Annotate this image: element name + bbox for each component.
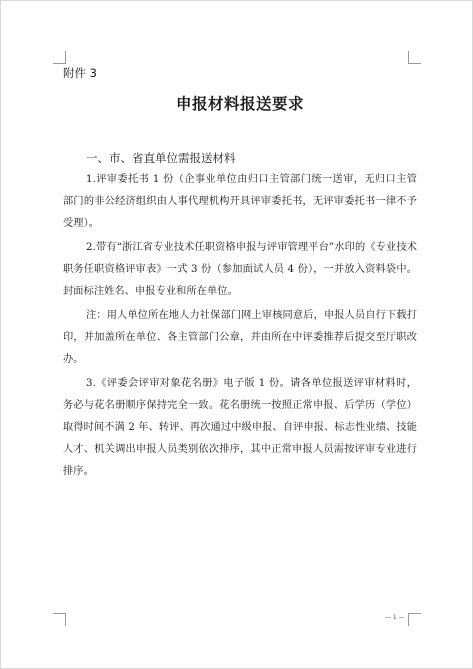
paragraph-note: 注：用人单位所在地人力社保部门网上审核同意后，申报人员自行下载打印，并加盖所在单位、各主管部门公章，并由所在中评委推荐后提交至厅职改办。 [63, 310, 417, 365]
paragraph-3: 3.《评委会评审对象花名册》电子版 1 份。请各单位报送评审材料时，务必与花名册顺序保持完全一致。花名册统一按照正常申报、后学历（学位）取得时间不满 2 年、转评、再次通过中级申报、自评申报、标志性业绩、技能人才、机关调出申报人员类别依次排序，其中正常申报人员需按评审专业进行排序。 [63, 378, 417, 477]
document-body [63, 65, 417, 483]
paragraph-2: 2.带有“浙江省专业技术任职资格申报与评审管理平台”水印的《专业技术职务任职资格评审表》一式 3 份（参加面试人员 4 份），一并放入资料袋中。封面标注姓名、申报专业和所在单位。 [63, 242, 417, 297]
attachment-label: 附件 3 [63, 66, 97, 80]
paragraph-1: 1.评审委托书 1 份（企事业单位由归口主管部门统一送审，无归口主管部门的非公经济组织由人事代理机构开具评审委托书，无评审委托书一律不予受理）。 [63, 174, 417, 229]
document-title: 申报材料报送要求 [175, 95, 304, 113]
crop-mark-top-left [53, 51, 66, 64]
crop-mark-top-right [408, 51, 421, 64]
section-heading: 一、市、省直单位需报送材料 [86, 151, 236, 165]
page-number: — 1 — [385, 614, 405, 621]
crop-mark-bottom-left [53, 613, 66, 626]
crop-mark-bottom-right [408, 613, 421, 626]
